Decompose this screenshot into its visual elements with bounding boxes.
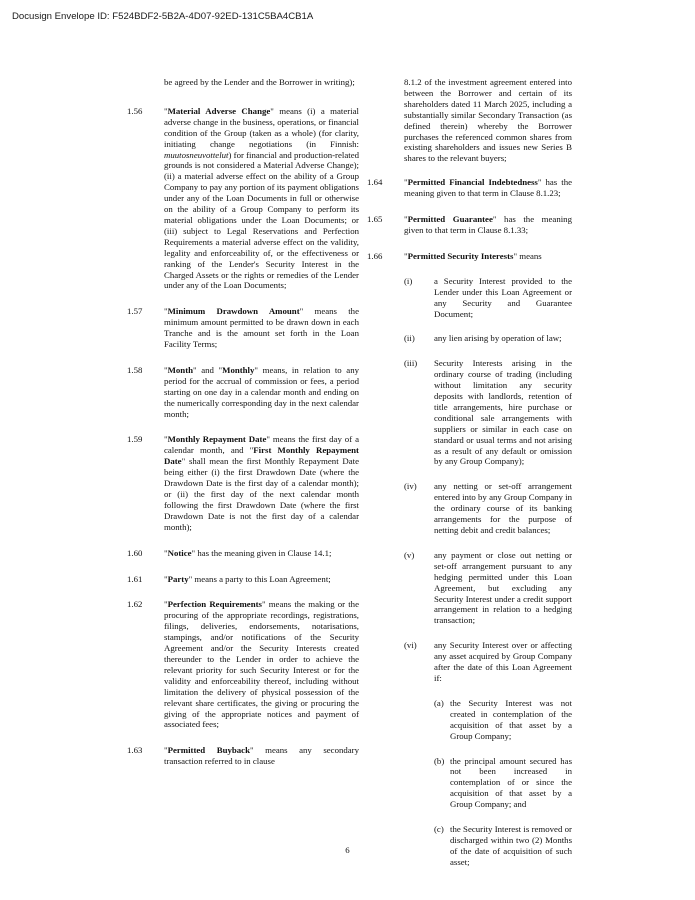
definition-text: "Permitted Buyback" means any secondary transaction referred to in clause bbox=[164, 745, 359, 767]
clause-number: 1.60 bbox=[127, 547, 143, 558]
defined-term: Permitted Buyback bbox=[167, 745, 250, 756]
clause-number: 1.58 bbox=[127, 364, 143, 375]
item-text: any Security Interest over or affecting any asset acquired by Group Company after the date of this Loan Agreement if: bbox=[434, 640, 572, 683]
definition-1-61 bbox=[127, 574, 359, 585]
definition-1-56 bbox=[127, 106, 359, 291]
item-text: the Security Interest is removed or discharged within two (2) Months of the date of acquisition of such asset; bbox=[450, 824, 572, 867]
definition-text: be agreed by the Lender and the Borrower in writing); bbox=[164, 77, 355, 87]
definition-1-66 bbox=[367, 251, 572, 262]
definition-1-59 bbox=[127, 434, 359, 532]
definition-text: "Month" and "Monthly" means, in relation to any period for the accrual of commission or fees, a period starting on one day in a calendar month and ending on the numerically corresponding day in the next calendar month; bbox=[164, 364, 359, 419]
clause-number: 1.62 bbox=[127, 599, 143, 610]
definition-1-65 bbox=[367, 214, 572, 236]
defined-term: Monthly bbox=[222, 364, 255, 375]
sub-list-item bbox=[434, 756, 572, 811]
finnish-term: muutosneuvottelut bbox=[164, 149, 229, 160]
clause-number: 1.64 bbox=[367, 177, 383, 188]
defined-term: Monthly Repayment Date bbox=[167, 434, 267, 445]
definition-text: "Permitted Security Interests" means bbox=[404, 250, 542, 261]
list-item bbox=[404, 550, 572, 626]
defined-term: Permitted Guarantee bbox=[407, 214, 493, 225]
list-item bbox=[404, 481, 572, 536]
item-label: (c) bbox=[434, 824, 444, 835]
item-label: (b) bbox=[434, 755, 445, 766]
definition-1-57 bbox=[127, 306, 359, 350]
definition-1-64 bbox=[367, 177, 572, 199]
sub-list-item bbox=[434, 698, 572, 742]
defined-term: Material Adverse Change bbox=[167, 105, 271, 116]
definition-text: 8.1.2 of the investment agreement entered into between the Borrower and certain of its shareholders dated 11 March 2025, including a substantially similar Secondary Transaction (as defined therein) whereby the Borrower purchases the referenced common shares from existing shareholders and issues new Series B shares to the relevant buyers; bbox=[404, 77, 572, 164]
defined-term: Minimum Drawdown Amount bbox=[167, 306, 300, 317]
item-text: the Security Interest was not created in contemplation of the acquisition of that asset by a Group Company; bbox=[450, 697, 572, 741]
left-column bbox=[127, 77, 359, 767]
definition-text: "Minimum Drawdown Amount" means the minimum amount permitted to be drawn down in each Tranche and is the amount set forth in the Loan Facility Terms; bbox=[164, 306, 359, 350]
definition-text: "Monthly Repayment Date" means the first day of a calendar month, and "First Monthly Repayment Date" shall mean the first Monthly Repayment Date being either (i) the first Drawdown Date (where the Drawdown Date is the first day of a calendar month); or (ii) the first day of the next calendar month following the first Drawdown Date (where the first Drawdown Date is not the first day of a calendar month); bbox=[164, 434, 359, 532]
item-label: (iii) bbox=[404, 358, 418, 369]
definition-text: "Material Adverse Change" means (i) a material adverse change in the business, operations, or financial condition of the Group (taken as a whole) (for clarity, initiating change negotiations (in Finnish: muutosneuvottelut) for financial and production-related grounds is not considered a Material Adverse Change); (ii) a material adverse effect on the ability of a Group Company to pay any portion of its payment obligations under any of the Loan Documents in full or otherwise on the ability of a Group Company to perform its material obligations under the Loan Documents; or (iii) subject to Legal Reservations and Perfection Requirements a material adverse effect on the validity, legality and enforceability of, or the effectiveness or ranking of the Lender's Security Interest in the Charged Assets or the rights or remedies of the Lender under any of the Loan Documents; bbox=[164, 105, 360, 291]
item-text: a Security Interest provided to the Lender under this Loan Agreement or any Security and Guarantee Document; bbox=[434, 275, 572, 319]
item-label: (iv) bbox=[404, 481, 417, 492]
clause-number: 1.63 bbox=[127, 745, 143, 756]
definition-text: "Notice" has the meaning given in Clause 14.1; bbox=[164, 547, 332, 558]
right-column bbox=[367, 77, 572, 868]
docusign-envelope-id: Docusign Envelope ID: F524BDF2-5B2A-4D07-92ED-131C5BA4CB1A bbox=[12, 11, 314, 22]
clause-number: 1.65 bbox=[367, 214, 383, 225]
definition-continuation bbox=[367, 77, 572, 164]
item-label: (i) bbox=[404, 275, 413, 286]
list-item bbox=[404, 358, 572, 467]
defined-term: Party bbox=[167, 573, 189, 584]
item-text: any payment or close out netting or set-off arrangement pursuant to any hedging permitted under this Loan Agreement, but excluding any Security Interest under a credit support arrangement in relation to a hedging transaction; bbox=[434, 549, 572, 626]
list-item bbox=[404, 276, 572, 320]
definition-text: "Party" means a party to this Loan Agreement; bbox=[164, 573, 331, 584]
definition-continuation bbox=[127, 77, 359, 88]
item-label: (vi) bbox=[404, 640, 417, 651]
definition-text: "Permitted Guarantee" has the meaning given to that term in Clause 8.1.33; bbox=[404, 214, 572, 235]
item-label: (a) bbox=[434, 697, 444, 708]
item-text: the principal amount secured has not been increased in contemplation of or since the acquisition of that asset by a Group Company; and bbox=[450, 755, 572, 810]
definition-1-60 bbox=[127, 548, 359, 559]
defined-term: Perfection Requirements bbox=[167, 599, 262, 610]
definition-text: "Perfection Requirements" means the making or the procuring of the appropriate recordings, registrations, filings, deliveries, endorsements, notarisations, stampings, and/or notifications of the Security Agreement and/or the Security Interests created thereunder to the Lender in order to achieve the relevant priority for such Security Interest or for the validity and enforceability thereof, including without limitation the delivery of physical possession of the relevant share certificates, the giving or procuring the giving of the appropriate notices and payment of associated fees; bbox=[164, 599, 359, 730]
item-text: any netting or set-off arrangement entered into by any Group Company in the ordinary course of its banking arrangements for the purpose of netting debit and credit balances; bbox=[434, 481, 572, 535]
defined-term: Month bbox=[167, 364, 194, 375]
definition-1-62 bbox=[127, 599, 359, 730]
definition-text: "Permitted Financial Indebtedness" has the meaning given to that term in Clause 8.1.23; bbox=[404, 177, 573, 199]
clause-number: 1.59 bbox=[127, 434, 143, 445]
permitted-security-list bbox=[367, 276, 572, 868]
item-text: Security Interests arising in the ordinary course of trading (including without limitation any security deposits with landlords, retention of title arrangements, hire purchase or conditional sale arrangements with suppliers or similar in each case on standard or usual terms and not arising as a result of any default or omission by any Group Company); bbox=[434, 358, 572, 467]
clause-number: 1.61 bbox=[127, 573, 143, 584]
defined-term: Permitted Financial Indebtedness bbox=[407, 177, 538, 188]
definition-1-58 bbox=[127, 365, 359, 420]
defined-term: Permitted Security Interests bbox=[407, 250, 514, 261]
item-text: any lien arising by operation of law; bbox=[434, 333, 562, 344]
list-item bbox=[404, 640, 572, 867]
list-item bbox=[404, 333, 572, 344]
clause-number: 1.57 bbox=[127, 306, 143, 317]
definition-1-63 bbox=[127, 745, 359, 767]
clause-number: 1.56 bbox=[127, 105, 143, 116]
clause-number: 1.66 bbox=[367, 250, 383, 261]
item-label: (v) bbox=[404, 549, 415, 560]
page-number: 6 bbox=[345, 845, 350, 855]
defined-term: First Monthly Repayment Date bbox=[164, 445, 359, 467]
defined-term: Notice bbox=[167, 547, 192, 558]
item-label: (ii) bbox=[404, 333, 415, 344]
